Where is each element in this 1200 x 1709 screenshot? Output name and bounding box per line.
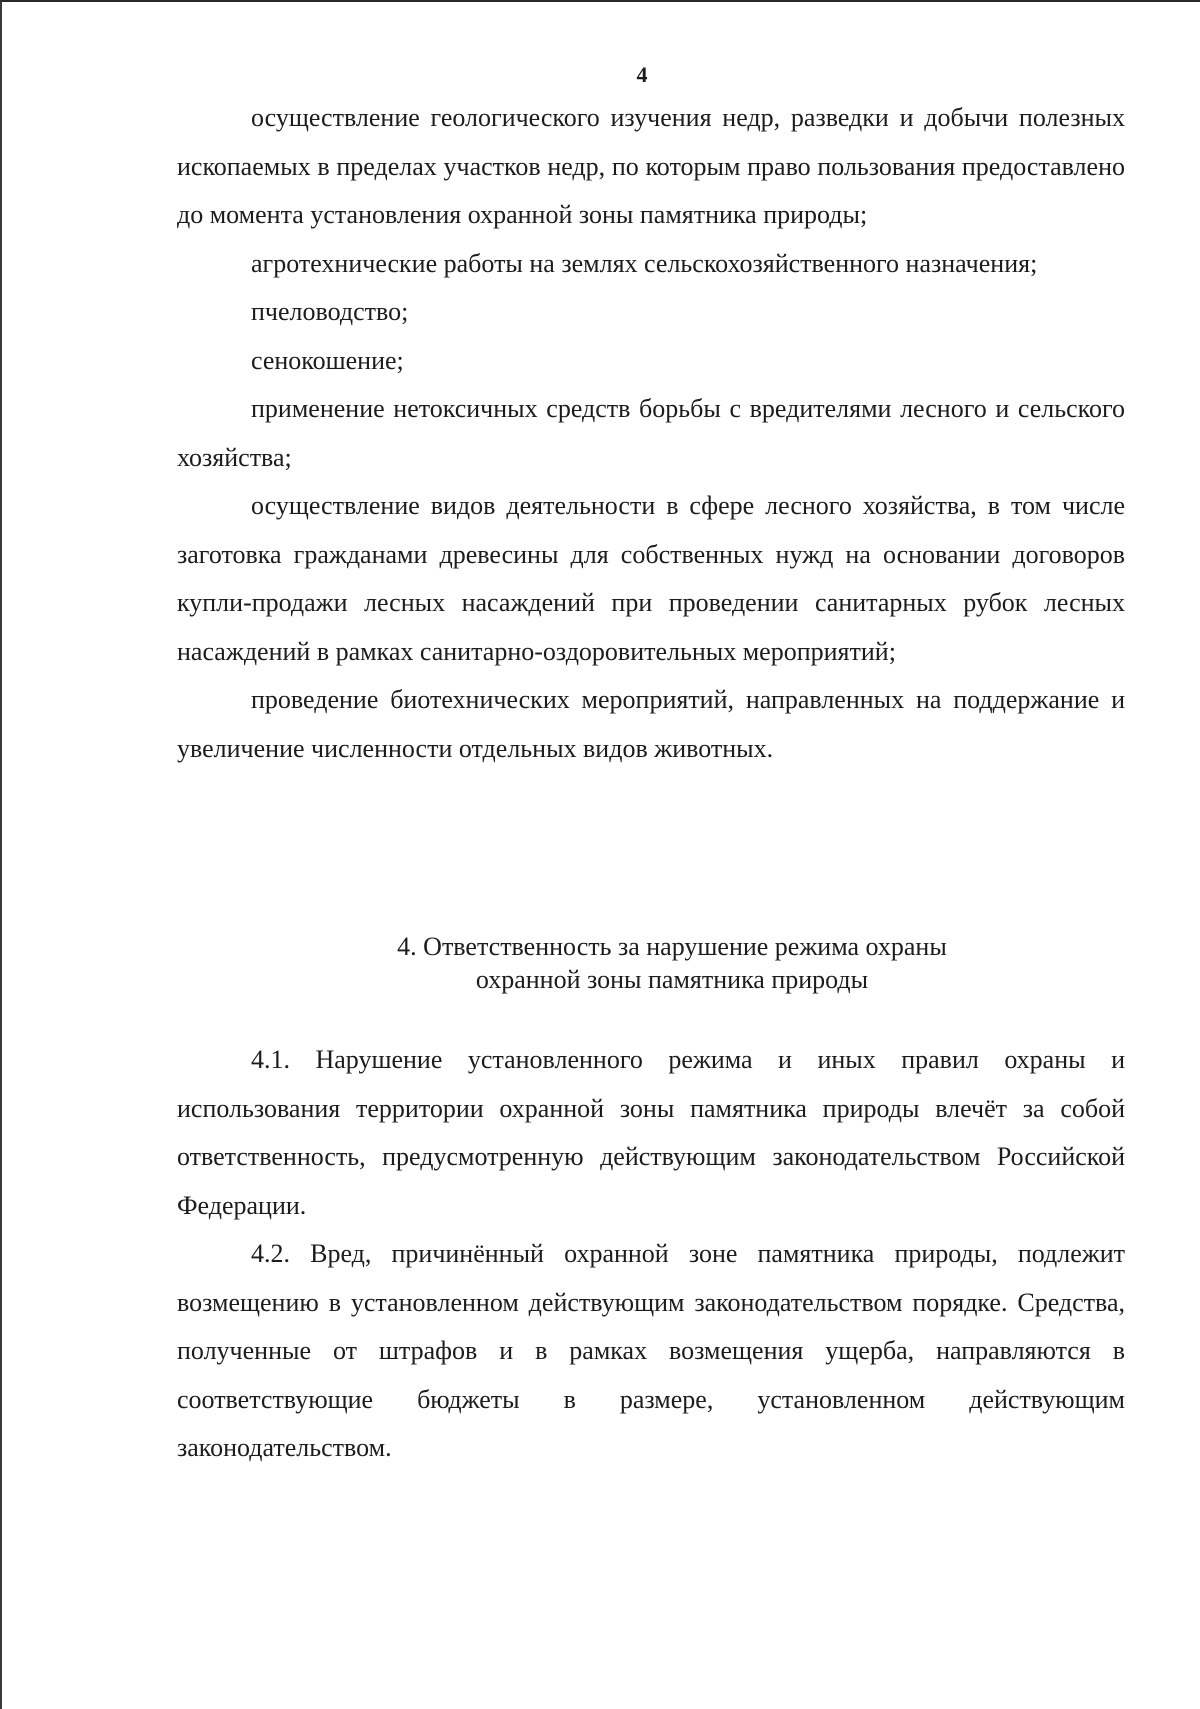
section-heading-line: 4. Ответственность за нарушение режима охраны (397, 932, 947, 961)
responsibility-clauses (177, 1036, 1125, 1473)
list-item: пчеловодство; (251, 297, 409, 326)
section-heading-line: охранной зоны памятника природы (475, 965, 869, 994)
clause-paragraph: 4.1. Нарушение установленного режима и иных правил охраны и использования территории охранной зоны памятника природы влечёт за собой ответственность, предусмотренную действующим законодательством Российской Федерации. (177, 1045, 1125, 1220)
permitted-activities-list (177, 94, 1125, 773)
page-number: 4 (636, 62, 648, 87)
section-heading (177, 930, 1125, 996)
list-item: агротехнические работы на землях сельскохозяйственного назначения; (251, 248, 1038, 278)
list-item: применение нетоксичных средств борьбы с вредителями лесного и сельского хозяйства; (177, 394, 1125, 472)
list-item: проведение биотехнических мероприятий, направленных на поддержание и увеличение численности отдельных видов животных. (177, 685, 1125, 763)
clause-paragraph: 4.2. Вред, причинённый охранной зоне памятника природы, подлежит возмещению в установленном действующим законодательством порядке. Средства, полученные от штрафов и в рамках возмещения ущерба, направляются в соответствующие бюджеты в размере, установленном действующим законодательством. (177, 1239, 1125, 1462)
list-item: сенокошение; (251, 345, 404, 375)
list-item: осуществление геологического изучения недр, разведки и добычи полезных ископаемых в пределах участков недр, по которым право пользования предоставлено до момента установления охранной зоны памятника природы; (177, 103, 1125, 229)
list-item: осуществление видов деятельности в сфере лесного хозяйства, в том числе заготовка гражданами древесины для собственных нужд на основании договоров купли-продажи лесных насаждений при проведении санитарных рубок лесных насаждений в рамках санитарно-оздоровительных мероприятий; (177, 491, 1125, 666)
